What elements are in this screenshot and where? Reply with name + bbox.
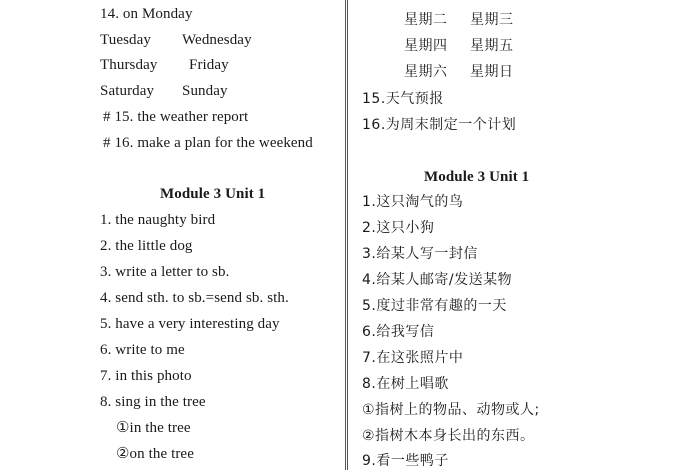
day-tuesday: Tuesday: [100, 32, 151, 48]
list-item: 6. write to me: [100, 342, 185, 358]
day-thursday-cn: 星期四: [404, 38, 448, 54]
list-item-cn: 3.给某人写一封信: [362, 246, 478, 262]
section-heading: Module 3 Unit 1: [160, 186, 266, 202]
list-item-cn: 2.这只小狗: [362, 220, 435, 236]
sub-item: ①in the tree: [116, 420, 191, 436]
item-15: # 15. the weather report: [103, 109, 249, 125]
list-item: 4. send sth. to sb.=send sb. sth.: [100, 290, 289, 306]
day-friday: Friday: [189, 57, 229, 73]
column-divider: [345, 0, 348, 470]
day-tuesday-cn: 星期二: [404, 12, 448, 28]
english-column: [0, 0, 345, 470]
note-item-cn: ①指树上的物品、动物或人;: [362, 402, 540, 418]
list-item-cn: 9.看一些鸭子: [362, 453, 449, 469]
item-16-cn: 16.为周末制定一个计划: [362, 117, 517, 133]
item-14: 14. on Monday: [100, 6, 193, 22]
list-item-cn: 5.度过非常有趣的一天: [362, 298, 507, 314]
day-friday-cn: 星期五: [470, 38, 514, 54]
day-sunday: Sunday: [182, 83, 228, 99]
day-saturday: Saturday: [100, 83, 155, 99]
list-item: 1. the naughty bird: [100, 212, 216, 228]
item-15-cn: 15.天气预报: [362, 91, 444, 107]
day-wednesday-cn: 星期三: [470, 12, 514, 28]
list-item: 7. in this photo: [100, 368, 192, 384]
sub-item: ②on the tree: [116, 446, 194, 462]
day-thursday: Thursday: [100, 57, 158, 73]
list-item-cn: 8.在树上唱歌: [362, 376, 449, 392]
list-item: 2. the little dog: [100, 238, 193, 254]
list-item-cn: 7.在这张照片中: [362, 350, 464, 366]
list-item-cn: 1.这只淘气的鸟: [362, 194, 464, 210]
day-sunday-cn: 星期日: [470, 64, 514, 80]
day-saturday-cn: 星期六: [404, 64, 448, 80]
chinese-column: [352, 0, 700, 470]
note-item-cn: ②指树木本身长出的东西。: [362, 428, 535, 444]
list-item: 3. write a letter to sb.: [100, 264, 230, 280]
day-wednesday: Wednesday: [182, 32, 252, 48]
list-item-cn: 4.给某人邮寄/发送某物: [362, 272, 513, 288]
section-heading-cn: Module 3 Unit 1: [424, 169, 530, 185]
list-item: 5. have a very interesting day: [100, 316, 280, 332]
item-16: # 16. make a plan for the weekend: [103, 135, 313, 151]
list-item-cn: 6.给我写信: [362, 324, 435, 340]
list-item: 8. sing in the tree: [100, 394, 206, 410]
